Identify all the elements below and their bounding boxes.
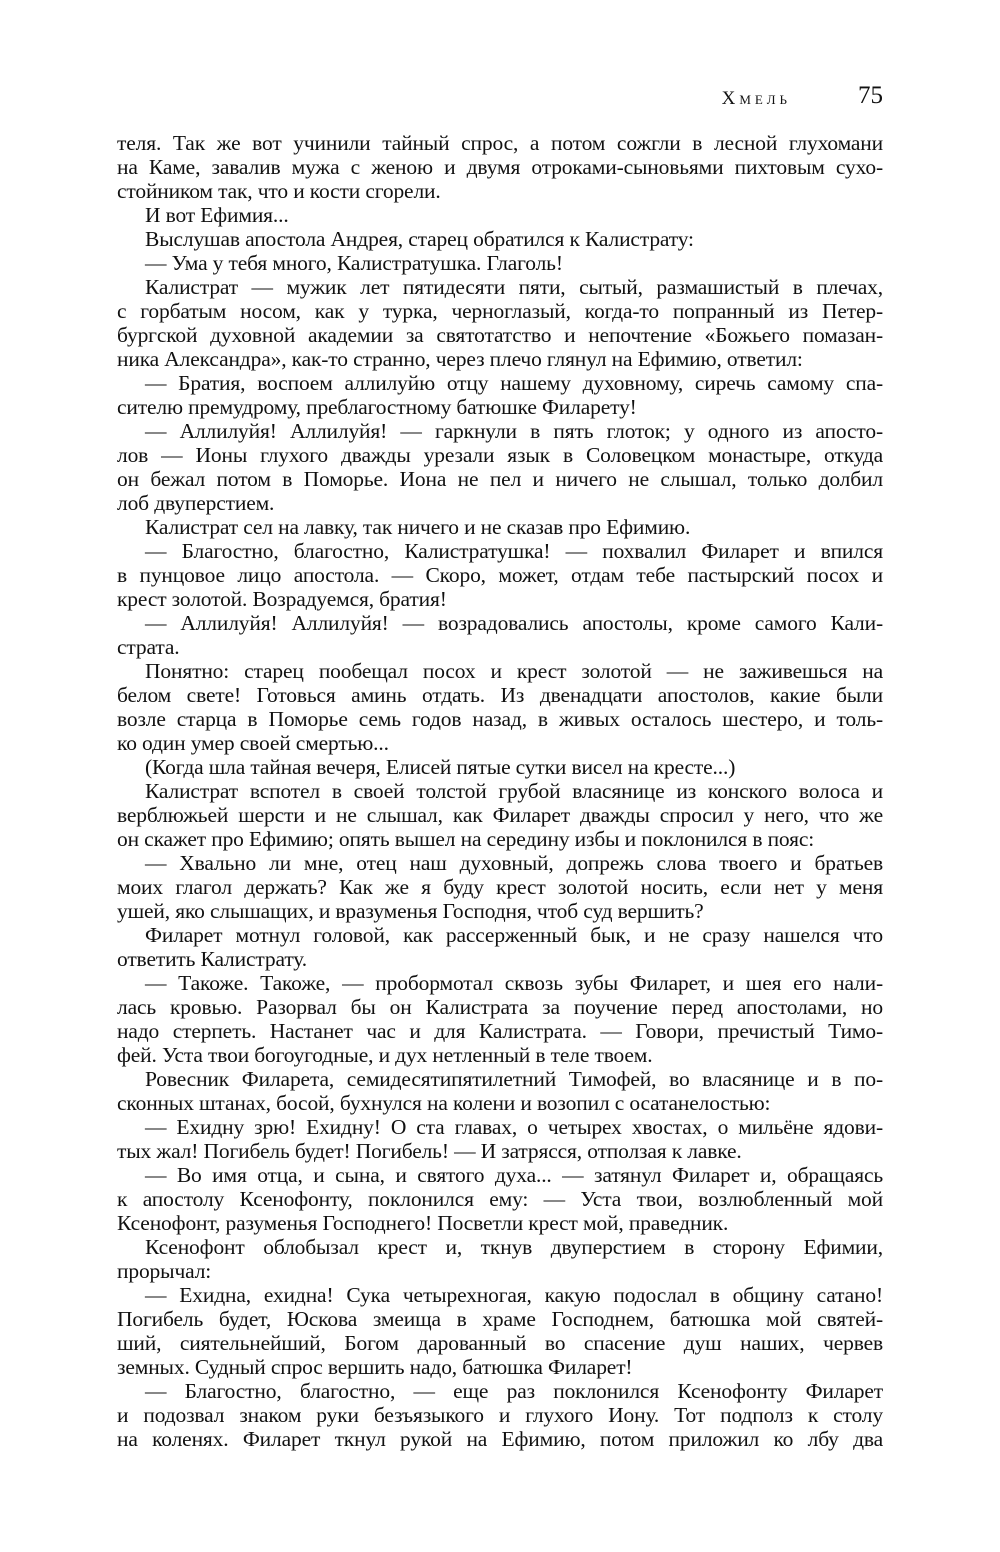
text-line: он бежал потом в Поморье. Иона не пел и ничего не слышал, только долбил: [117, 467, 883, 491]
text-line: лась кровью. Разорвал бы он Калистрата за поучение перед апостолами, но: [117, 995, 883, 1019]
text-line: с горбатым носом, как у турка, черноглазый, когда-то попранный из Петер-: [117, 299, 883, 323]
paragraph: [117, 419, 883, 515]
page-number: 75: [858, 82, 883, 109]
text-line: (Когда шла тайная вечеря, Елисей пятые сутки висел на кресте...): [145, 755, 736, 779]
text-line: на коленях. Филарет ткнул рукой на Ефимию, потом приложил ко лбу два: [117, 1427, 883, 1451]
paragraph: [117, 251, 883, 275]
text-line: верблюжьей шерсти и не слышал, как Филарет дважды спросил у него, что же: [117, 803, 883, 827]
text-line: крест золотой. Возрадуемся, братия!: [117, 587, 447, 611]
paragraph: [117, 1067, 883, 1115]
text-line: Калистрат — мужик лет пятидесяти пяти, сытый, размашистый в плечах,: [145, 275, 883, 299]
paragraph: [117, 1115, 883, 1163]
paragraph: [117, 131, 883, 203]
text-line: бургской духовной академии за святотатство и непочтение «Божьего помазан-: [117, 323, 883, 347]
text-line: — Благостно, благостно, Калистратушка! — похвалил Филарет и впился: [145, 539, 883, 563]
text-line: и подозвал знаком руки безъязыкого и глухого Иону. Тот подполз к столу: [117, 1403, 883, 1427]
text-line: Калистрат сел на лавку, так ничего и не сказав про Ефимию.: [145, 515, 691, 539]
paragraph: [117, 923, 883, 971]
text-line: — Во имя отца, и сына, и святого духа... — затянул Филарет и, обращаясь: [145, 1163, 883, 1187]
text-line: моих глагол держать? Как же я буду крест золотой носить, если нет у меня: [117, 875, 883, 899]
text-line: к апостолу Ксенофонту, поклонился ему: — Уста твои, возлюбленный мой: [117, 1187, 883, 1211]
text-line: — Такоже. Такоже, — пробормотал сквозь зубы Филарет, и шея его нали-: [145, 971, 883, 995]
paragraph: [117, 659, 883, 755]
text-line: ответить Калистрату.: [117, 947, 307, 971]
paragraph: [117, 779, 883, 851]
text-line: Ксенофонт облобызал крест и, ткнув двуперстием в сторону Ефимии,: [145, 1235, 883, 1259]
text-line: ко один умер своей смертью...: [117, 731, 389, 755]
text-line: страта.: [117, 635, 180, 659]
text-line: — Ехидну зрю! Ехидну! О ста главах, о четырех хвостах, о мильёне ядови-: [145, 1115, 883, 1139]
text-line: Погибель будет, Юскова змеища в храме Господнем, батюшка мой святей-: [117, 1307, 883, 1331]
running-head-title: Хмель: [721, 88, 791, 109]
text-line: Филарет мотнул головой, как рассерженный бык, и не сразу нашелся что: [145, 923, 883, 947]
text-line: стойником так, что и кости сгорели.: [117, 179, 441, 203]
text-line: сителю премудрому, преблагостному батюшке Филарету!: [117, 395, 637, 419]
paragraph: [117, 227, 883, 251]
text-line: фей. Уста твои богоугодные, и дух нетленный в теле твоем.: [117, 1043, 653, 1067]
paragraph: [117, 203, 883, 227]
paragraph: [117, 515, 883, 539]
text-line: земных. Судный спрос вершить надо, батюшка Филарет!: [117, 1355, 633, 1379]
paragraph: [117, 371, 883, 419]
paragraph: [117, 611, 883, 659]
running-head: [600, 82, 883, 114]
paragraph: [117, 1283, 883, 1379]
text-line: прорычал:: [117, 1259, 212, 1283]
text-line: — Аллилуйя! Аллилуйя! — возрадовались апостолы, кроме самого Кали-: [145, 611, 883, 635]
text-line: возле старца в Поморье семь годов назад, в живых осталось шестеро, и толь-: [117, 707, 883, 731]
text-line: лоб двуперстием.: [117, 491, 275, 515]
text-line: — Благостно, благостно, — еще раз поклонился Ксенофонту Филарет: [145, 1379, 883, 1403]
text-line: — Хвально ли мне, отец наш духовный, допрежь слова твоего и братьев: [145, 851, 883, 875]
text-line: Выслушав апостола Андрея, старец обратился к Калистрату:: [145, 227, 694, 251]
text-line: И вот Ефимия...: [145, 203, 289, 227]
text-line: Ксенофонт, разуменья Господнего! Посветли крест мой, праведник.: [117, 1211, 729, 1235]
paragraph: [117, 1235, 883, 1283]
text-line: тых жал! Погибель будет! Погибель! — И затрясся, отползая к лавке.: [117, 1139, 742, 1163]
text-line: ший, сиятельнейший, Богом дарованный во спасение душ наших, червев: [117, 1331, 883, 1355]
paragraph: [117, 1163, 883, 1235]
paragraph: [117, 275, 883, 371]
text-line: — Аллилуйя! Аллилуйя! — гаркнули в пять глоток; у одного из апосто-: [145, 419, 883, 443]
text-line: сконных штанах, босой, бухнулся на колени и возопил с осатанелостью:: [117, 1091, 771, 1115]
text-line: — Ехидна, ехидна! Сука четырехногая, какую подослал в общину сатано!: [145, 1283, 883, 1307]
paragraph: [117, 755, 883, 779]
text-line: лов — Ионы глухого дважды урезали язык в Соловецком монастыре, откуда: [117, 443, 883, 467]
text-line: Ровесник Филарета, семидесятипятилетний Тимофей, во власянице и в по-: [145, 1067, 883, 1091]
text-line: — Ума у тебя много, Калистратушка. Глаголь!: [145, 251, 563, 275]
text-line: Калистрат вспотел в своей толстой грубой власянице из конского волоса и: [145, 779, 883, 803]
text-line: в пунцовое лицо апостола. — Скоро, может, отдам тебе пастырский посох и: [117, 563, 883, 587]
text-line: надо стерпеть. Настанет час и для Калистрата. — Говори, пречистый Тимо-: [117, 1019, 883, 1043]
text-line: ушей, яко слышащих, и вразуменья Господня, чтоб суд вершить?: [117, 899, 704, 923]
text-line: ника Александра», как-то странно, через плечо глянул на Ефимию, ответил:: [117, 347, 803, 371]
text-line: он скажет про Ефимию; опять вышел на середину избы и поклонился в пояс:: [117, 827, 815, 851]
text-line: белом свете! Готовься аминь отдать. Из двенадцати апостолов, какие были: [117, 683, 883, 707]
paragraph: [117, 1379, 883, 1451]
body-text: [117, 131, 883, 1451]
text-line: теля. Так же вот учинили тайный спрос, а потом сожгли в лесной глухомани: [117, 131, 883, 155]
text-line: на Каме, завалив мужа с женою и двумя отроками-сыновьями пихтовым сухо-: [117, 155, 883, 179]
text-line: — Братия, воспоем аллилуйю отцу нашему духовному, сиречь самому спа-: [145, 371, 883, 395]
paragraph: [117, 851, 883, 923]
paragraph: [117, 539, 883, 611]
text-line: Понятно: старец пообещал посох и крест золотой — не заживешься на: [145, 659, 883, 683]
paragraph: [117, 971, 883, 1067]
